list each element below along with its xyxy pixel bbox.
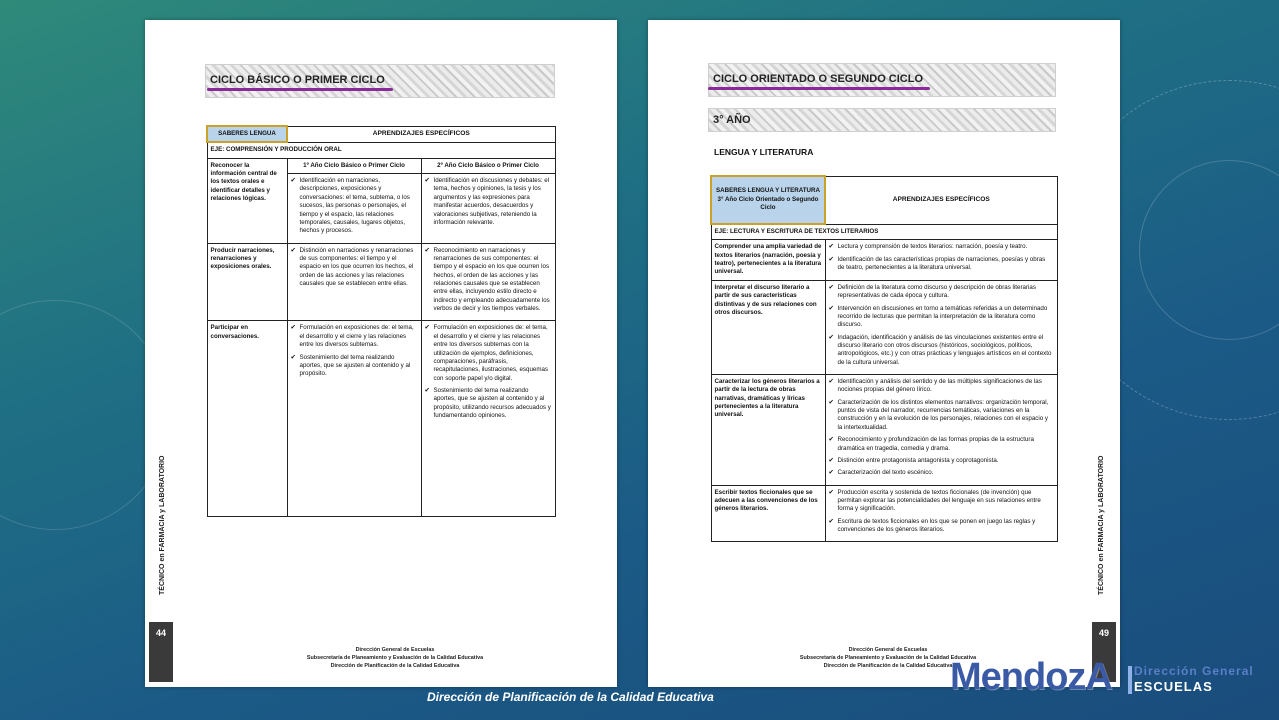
- eje-row: EJE: LECTURA Y ESCRITURA DE TEXTOS LITERARIOS: [711, 224, 1057, 240]
- page-footer: Dirección General de Escuelas Subsecretaría de Planeamiento y Evaluación de la Calidad Educativa Dirección de Planificación de la Calidad Educativa: [306, 647, 484, 670]
- check-icon: ✔: [828, 333, 834, 341]
- title-underline: [708, 87, 930, 90]
- row-label: Caracterizar los géneros literarios a partir de la lectura de obras narrativas, dramáticas y líricas pertenecientes a la literatura universal.: [711, 375, 825, 486]
- list-item: ✔ Distinción entre protagonista antagonista y coprotagonista.: [828, 456, 999, 464]
- table-cell: [421, 243, 555, 321]
- page-number: 44: [149, 622, 173, 682]
- list-item: ✔ Identificación en narraciones, descripciones, exposiciones y conversaciones: el tema, subtema, o los sucesos, las personas o personajes, el tiempo y el espacio, las relaciones temporales, causales, lugares objetos, hechos y procesos.: [290, 177, 410, 235]
- table-cell: [825, 485, 1057, 542]
- check-icon: ✔: [290, 324, 296, 332]
- logo-subtitle-escuelas: ESCUELAS: [1134, 679, 1213, 694]
- aprendizajes-header: APRENDIZAJES ESPECÍFICOS: [287, 126, 555, 142]
- aprendizajes-header: APRENDIZAJES ESPECÍFICOS: [825, 176, 1057, 224]
- document-page-right: [648, 20, 1120, 687]
- mendoza-logo: [950, 654, 1270, 710]
- list-item: ✔ Caracterización de los distintos elementos narrativos: organización temporal, puntos de vista del narrador, recurrencias temáticas, variaciones en la construcción y en la evolución de los personajes, relaciones con el espacio y la intertextualidad.: [828, 398, 1049, 431]
- check-icon: ✔: [424, 324, 430, 332]
- list-item: ✔ Reconocimiento y profundización de las formas propias de la estructura dramática en tragedia, comedia y drama.: [828, 436, 1034, 452]
- section-banner: [205, 64, 555, 98]
- check-icon: ✔: [828, 255, 834, 263]
- table-cell: [825, 280, 1057, 374]
- row-label: Escribir textos ficcionales que se adecuen a las convenciones de los géneros literarios.: [711, 485, 825, 542]
- check-icon: ✔: [828, 243, 834, 251]
- list-item: ✔ Indagación, identificación y análisis de las vinculaciones existentes entre el discurso literario con otros discursos (históricos, sociológicos, políticos, antropológicos, etc.) y con otras prácticas y lenguajes artísticos en el contexto de la cultura universal.: [828, 333, 1052, 366]
- check-icon: ✔: [828, 488, 834, 496]
- list-item: ✔ Intervención en discusiones en torno a temáticas referidas a un determinado recorrido de lecturas que permitan la interpretación de la literatura como discurso.: [828, 304, 1048, 329]
- section-title: CICLO BÁSICO O PRIMER CICLO: [210, 74, 385, 86]
- list-item: ✔ Identificación de las características propias de narraciones, poesías y obras de teatro, pertenecientes a la literatura universal.: [828, 255, 1046, 272]
- section-title: CICLO ORIENTADO O SEGUNDO CICLO: [713, 73, 924, 85]
- curriculum-table: [710, 175, 1058, 542]
- row-label: Reconocer la información central de los textos orales e identificar detalles y relaciones lógicas.: [207, 158, 287, 243]
- subject-heading: LENGUA Y LITERATURA: [714, 147, 814, 157]
- title-underline: [207, 88, 393, 91]
- table-cell: [287, 174, 421, 244]
- list-item: ✔ Identificación en discusiones y debates: el tema, hechos y opiniones, la tesis y los argumentos y las expresiones para manifestar acuerdos, desacuerdos y valoraciones subjetivas, reteniendo la información relevante.: [424, 177, 550, 226]
- year-banner: [708, 108, 1056, 132]
- table-cell: [287, 321, 421, 517]
- column-header-year2: 2º Año Ciclo Básico o Primer Ciclo: [421, 158, 555, 173]
- logo-divider: [1128, 666, 1132, 694]
- check-icon: ✔: [290, 353, 296, 361]
- list-item: ✔ Formulación en exposiciones de: el tema, el desarrollo y el cierre y las relaciones entre los diversos subtemas.: [290, 324, 414, 349]
- column-header-year1: 1º Año Ciclo Básico o Primer Ciclo: [287, 158, 421, 173]
- list-item: ✔ Identificación y análisis del sentido y de las múltiples significaciones de las nociones propias del género lírico.: [828, 378, 1042, 394]
- list-item: ✔ Formulación en exposiciones de: el tema, el desarrollo y el cierre y las relaciones entre los diversos subtemas con la utilización de ejemplos, definiciones, comparaciones, paráfrasis, recapitulaciones, ilustraciones, esquemas con soporte papel y/o digital.: [424, 324, 549, 382]
- table-cell: [825, 375, 1057, 486]
- document-page-left: [145, 20, 617, 687]
- check-icon: ✔: [828, 283, 834, 291]
- eje-row: EJE: COMPRENSIÓN Y PRODUCCIÓN ORAL: [207, 142, 555, 158]
- check-icon: ✔: [828, 436, 834, 444]
- check-icon: ✔: [424, 177, 430, 185]
- logo-subtitle: Dirección General: [1134, 664, 1254, 678]
- saberes-header: SABERES LENGUA Y LITERATURA 3° Año Ciclo Orientado o Segundo Ciclo: [711, 176, 825, 224]
- table-cell: [421, 321, 555, 517]
- check-icon: ✔: [828, 398, 834, 406]
- side-label: TÉCNICO en FARMACIA y LABORATORIO: [1098, 455, 1105, 595]
- list-item: ✔ Definición de la literatura como discurso y descripción de obras literarias representativas de cada época y cultura.: [828, 283, 1036, 300]
- table-cell: [825, 240, 1057, 280]
- logo-wordmark: MendozA: [950, 656, 1112, 698]
- list-item: ✔ Sostenimiento del tema realizando aportes, que se ajusten al contenido y al propósito.: [290, 353, 411, 378]
- check-icon: ✔: [290, 177, 296, 185]
- list-item: ✔ Sostenimiento del tema realizando aportes, que se ajusten al contenido y al propósito, utilizando recursos adecuados y fundamentando opiniones.: [424, 386, 551, 420]
- row-label: Producir narraciones, renarraciones y exposiciones orales.: [207, 243, 287, 321]
- page-footer: Dirección General de Escuelas Subsecretaría de Planeamiento y Evaluación de la Calidad Educativa Dirección de Planificación de la Calidad Educativa: [799, 647, 977, 670]
- check-icon: ✔: [424, 246, 430, 254]
- check-icon: ✔: [290, 246, 296, 254]
- saberes-header: SABERES LENGUA: [207, 126, 287, 142]
- list-item: ✔ Producción escrita y sostenida de textos ficcionales (de invención) que permitan explorar las potencialidades del lenguaje en sus relaciones entre forma y significación.: [828, 488, 1041, 513]
- list-item: ✔ Escritura de textos ficcionales en los que se ponen en juego las reglas y convenciones de los géneros literarios.: [828, 517, 1036, 534]
- table-cell: [287, 243, 421, 321]
- row-label: Interpretar el discurso literario a partir de sus características distintivas y de sus relaciones con otros discursos.: [711, 280, 825, 374]
- row-label: Comprender una amplia variedad de textos literarios (narración, poesía y teatro), pertenecientes a la literatura universal.: [711, 240, 825, 280]
- list-item: ✔ Lectura y comprensión de textos literarios: narración, poesía y teatro.: [828, 243, 1028, 251]
- check-icon: ✔: [828, 378, 834, 386]
- page-number: 49: [1092, 622, 1116, 682]
- check-icon: ✔: [828, 304, 834, 312]
- curriculum-table: [206, 125, 556, 517]
- table-cell: [421, 174, 555, 244]
- row-label: Participar en conversaciones.: [207, 321, 287, 517]
- list-item: ✔ Caracterización del texto escénico.: [828, 469, 934, 477]
- section-banner: [708, 63, 1056, 97]
- check-icon: ✔: [828, 517, 834, 525]
- slide-caption: Dirección de Planificación de la Calidad Educativa: [427, 690, 714, 704]
- list-item: ✔ Distinción en narraciones y renarraciones de sus componentes: el tiempo y el espacio en los que ocurren los hechos, el orden de las acciones y las relaciones causales que se establecen entre ellas.: [290, 246, 414, 288]
- check-icon: ✔: [828, 469, 834, 477]
- side-label: TÉCNICO en FARMACIA y LABORATORIO: [159, 455, 166, 595]
- check-icon: ✔: [424, 386, 430, 394]
- year-title: 3° AÑO: [713, 114, 751, 126]
- check-icon: ✔: [828, 456, 834, 464]
- list-item: ✔ Reconocimiento en narraciones y renarraciones de sus componentes: el tiempo y el espacio en los que ocurren los hechos, el orden de las acciones y las relaciones causales que se establecen entre ellas, incluyendo estilo directo e indirecto y empleando adecuadamente los verbos de decir y los tiempos verbales.: [424, 246, 550, 313]
